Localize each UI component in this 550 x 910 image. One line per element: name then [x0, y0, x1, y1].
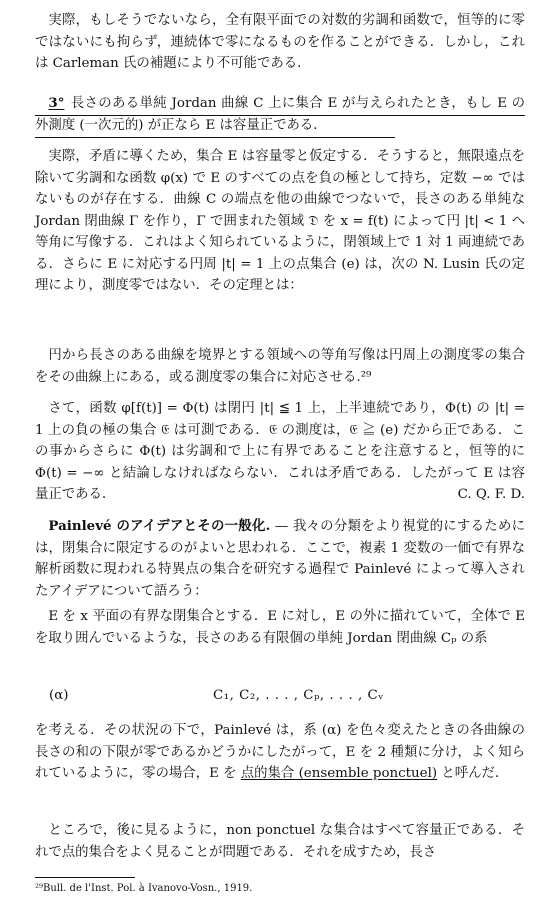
ponctuel-text-a: を考える．その状況の下で，Painlevé は，系 (α) を色々変えたときの各曲線の長さの和の下限が零であるかどうかにしたがって，E を 2 種類に分け，よく知られているように，零の場合，E を	[35, 723, 525, 781]
footnote: ²⁹Bull. de l'Inst. Pol. à Ivanovo-Vosn., 1919.	[35, 883, 253, 894]
formula-label: (α)	[49, 688, 69, 703]
proposition-number: 3°	[48, 95, 65, 111]
formula-sequence: C₁, C₂, . . . , Cₚ, . . . , Cᵥ	[213, 688, 384, 703]
section-heading: Painlevé のアイデアとその一般化.	[48, 518, 271, 534]
proposition-text: 長さのある単純 Jordan 曲線 C 上に集合 E が与えられたとき，もし E の外測度 (一次元的) が正なら E は容量正である．	[35, 96, 525, 133]
paragraph-final: ところで，後に見るように，non ponctuel な集合はすべて容量正である．それで点的集合をよく見ることが問題である．それを成すため，長さ	[35, 823, 525, 860]
painleve-text: — 我々の分類をより視覚的にするためには，閉集合に限定するのがよいと思われる．ここで，複素 1 変数の一価で有界な解析函数に現われる特異点の集合を研究する過程で Painlevé によって導入されたアイデアについて語ろう：	[35, 519, 526, 599]
paragraph-lusin-theorem: 円から長さのある曲線を境界とする領域への等角写像は円周上の測度零の集合をその曲線上にある，或る測度零の集合に対応させる.²⁹	[35, 348, 525, 385]
footnote-rule	[35, 877, 135, 878]
paragraph-conclusion	[35, 398, 525, 506]
paragraph-1: 実際，もしそうでないなら，全有限平面での対数的劣調和函数で，恒等的に零ではないにも拘らず，連続体で零になるものを作ることができる．しかし，これは Carleman 氏の補題により不可能である．	[35, 13, 525, 71]
paragraph-ponctuel	[35, 720, 525, 785]
proposition-underline-2	[35, 137, 395, 138]
paragraph-painleve	[35, 516, 525, 602]
conclusion-text: さて，函数 φ[f(t)] = Φ(t) は閉円 |t| ≦ 1 上，上半連続であり，Φ(t) の |t| = 1 上の負の極の集合 𝔈 は可測である．𝔈 の測度は，𝔈 ≧ (e) だから正である．この事からさらに Φ(t) は劣調和で上に有界であることを注意すると，恒等的に Φ(t) = −∞ と結論しなければならない．これは矛盾である．したがって E は容量正である．	[35, 401, 525, 502]
ponctuel-text-b: と呼んだ．	[437, 766, 509, 781]
paragraph-definition: E を x 平面の有界な閉集合とする．E に対し，E の外に描れていて，全体で E を取り囲んでいるような，長さのある有限個の単純 Jordan 閉曲線 Cₚ の系	[35, 609, 525, 646]
formula-alpha	[35, 688, 525, 708]
proposition-underline-1	[35, 115, 525, 116]
qed-mark: C. Q. F. D.	[457, 487, 525, 502]
ponctuel-term: 点的集合 (ensemble ponctuel)	[240, 766, 438, 781]
paragraph-proof: 実際，矛盾に導くため，集合 E は容量零と仮定する．そうすると，無限遠点を除いて劣調和な函数 φ(x) で E のすべての点を負の極として持ち，定数 −∞ ではないものが存在する．曲線 C の端点を他の曲線でつないで，長さのある単純な Jordan 閉曲線 Γ を作り，Γ で囲まれた領域 𝔇 を x = f(t) によって円 |t| < 1 へ等角に写像する．これはよく知られているように，閉領域上で 1 対 1 両連続である．さらに E に対応する円周 |t| = 1 上の点集合 (e) は，次の N. Lusin 氏の定理により，測度零ではない．その定理とは：	[35, 149, 525, 293]
